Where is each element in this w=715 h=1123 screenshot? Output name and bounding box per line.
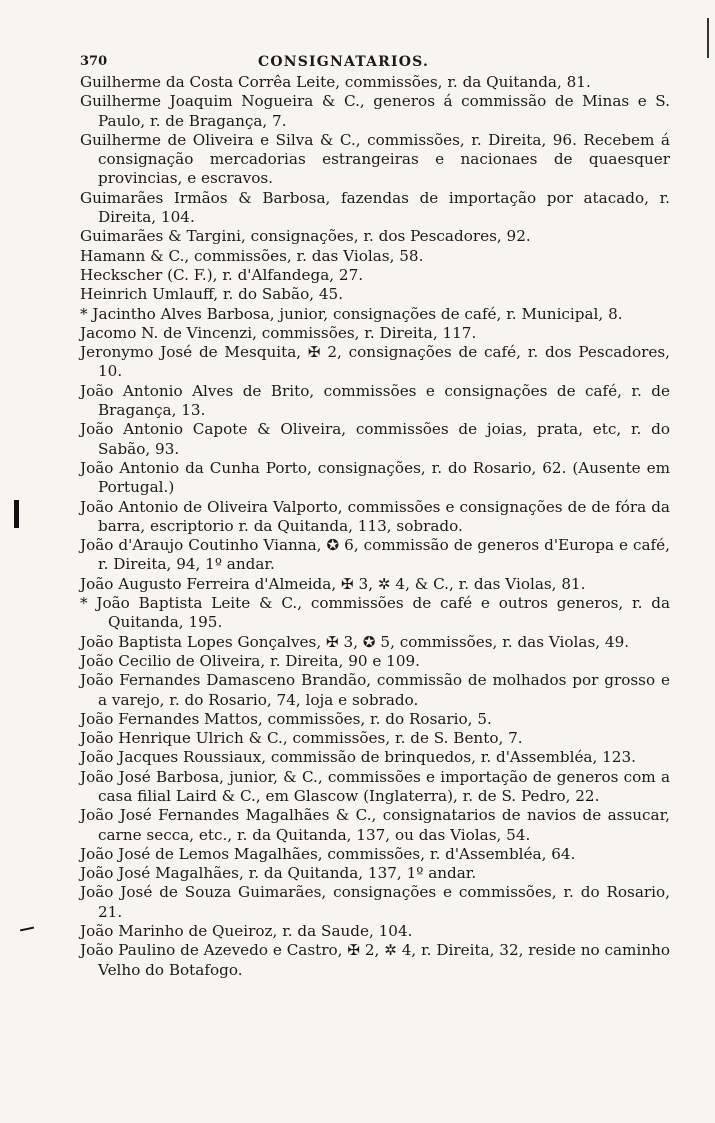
directory-entry: João José Fernandes Magalhães & C., consignatarios de navios de assucar, carne secca, etc., r. da Quitanda, 137, ou das Violas, 54.: [80, 806, 670, 844]
directory-entry: João Antonio Alves de Brito, commissões e consignações de café, r. de Bragança, 13.: [80, 381, 670, 420]
directory-entry: João Antonio da Cunha Porto, consignações, r. do Rosario, 62. (Ausente em Portugal.): [80, 458, 670, 497]
directory-entry: João Fernandes Mattos, commissões, r. do Rosario, 5.: [80, 709, 492, 728]
directory-entry: João Cecilio de Oliveira, r. Direita, 90 e 109.: [80, 651, 420, 670]
directory-entry: João Antonio Capote & Oliveira, commissões de joias, prata, etc, r. do Sabão, 93.: [80, 420, 670, 458]
directory-entry: Guilherme de Oliveira e Silva & C., commissões, r. Direita, 96. Recebem á consignação mercadorias estrangeiras e nacionaes de quaesquer provincias, e escravos.: [80, 130, 670, 188]
directory-entry: Guilherme Joaquim Nogueira & C., generos á commissão de Minas e S. Paulo, r. de Bragança, 7.: [80, 92, 670, 130]
directory-entry: Jeronymo José de Mesquita, ✠ 2, consignações de café, r. dos Pescadores, 10.: [80, 343, 670, 381]
directory-entry: * Jacintho Alves Barbosa, junior, consignações de café, r. Municipal, 8.: [80, 304, 623, 323]
directory-entry: João Jacques Roussiaux, commissão de brinquedos, r. d'Assembléa, 123.: [80, 748, 636, 767]
directory-entry: João Augusto Ferreira d'Almeida, ✠ 3, ✲ 4, & C., r. das Violas, 81.: [80, 574, 586, 593]
running-title: CONSIGNATARIOS.: [258, 54, 430, 70]
directory-entry: Jacomo N. de Vincenzi, commissões, r. Direita, 117.: [80, 323, 477, 342]
directory-entry: João Paulino de Azevedo e Castro, ✠ 2, ✲ 4, r. Direita, 32, reside no caminho Velho do Botafogo.: [80, 941, 670, 979]
directory-entry: João José Barbosa, junior, & C., commissões e importação de generos com a casa filial Laird & C., em Glascow (Inglaterra), r. de S. Pedro, 22.: [80, 767, 670, 805]
directory-entry: João Marinho de Queiroz, r. da Saude, 104.: [80, 922, 413, 941]
directory-entry: João José de Lemos Magalhães, commissões, r. d'Assembléa, 64.: [80, 844, 576, 863]
page-edge-mark: [707, 18, 709, 58]
directory-entry: João Antonio de Oliveira Valporto, commissões e consignações de de fóra da barra, escriptorio r. da Quitanda, 113, sobrado.: [80, 497, 670, 535]
directory-entry: João José Magalhães, r. da Quitanda, 137, 1º andar.: [80, 864, 477, 883]
directory-entry: Guimarães Irmãos & Barbosa, fazendas de importação por atacado, r. Direita, 104.: [80, 188, 670, 227]
directory-entry: João Baptista Lopes Gonçalves, ✠ 3, ✪ 5, commissões, r. das Violas, 49.: [80, 632, 630, 651]
directory-entry: João José de Souza Guimarães, consignações e commissões, r. do Rosario, 21.: [80, 883, 670, 921]
directory-entry: Guilherme da Costa Corrêa Leite, commissões, r. da Quitanda, 81.: [80, 73, 591, 91]
directory-entry: João d'Araujo Coutinho Vianna, ✪ 6, commissão de generos d'Europa e café, r. Direita, 94, 1º andar.: [80, 536, 670, 574]
directory-entry: Guimarães & Targini, consignações, r. dos Pescadores, 92.: [80, 227, 531, 246]
directory-entry: * João Baptista Leite & C., commissões de café e outros generos, r. da Quitanda, 195.: [80, 594, 670, 632]
directory-entry: Heckscher (C. F.), r. d'Alfandega, 27.: [80, 265, 364, 284]
document-page: [80, 48, 670, 980]
directory-entries: [80, 73, 670, 980]
page-number: 370: [80, 54, 108, 69]
margin-mark-bracket: [14, 500, 19, 528]
running-head: [80, 48, 670, 70]
directory-entry: João Henrique Ulrich & C., commissões, r. de S. Bento, 7.: [80, 729, 523, 748]
directory-entry: Heinrich Umlauff, r. do Sabão, 45.: [80, 285, 344, 304]
margin-mark-dash: [20, 927, 34, 932]
directory-entry: Hamann & C., commissões, r. das Violas, 58.: [80, 246, 424, 265]
directory-entry: João Fernandes Damasceno Brandão, commissão de molhados por grosso e a varejo, r. do Rosario, 74, loja e sobrado.: [80, 671, 670, 709]
